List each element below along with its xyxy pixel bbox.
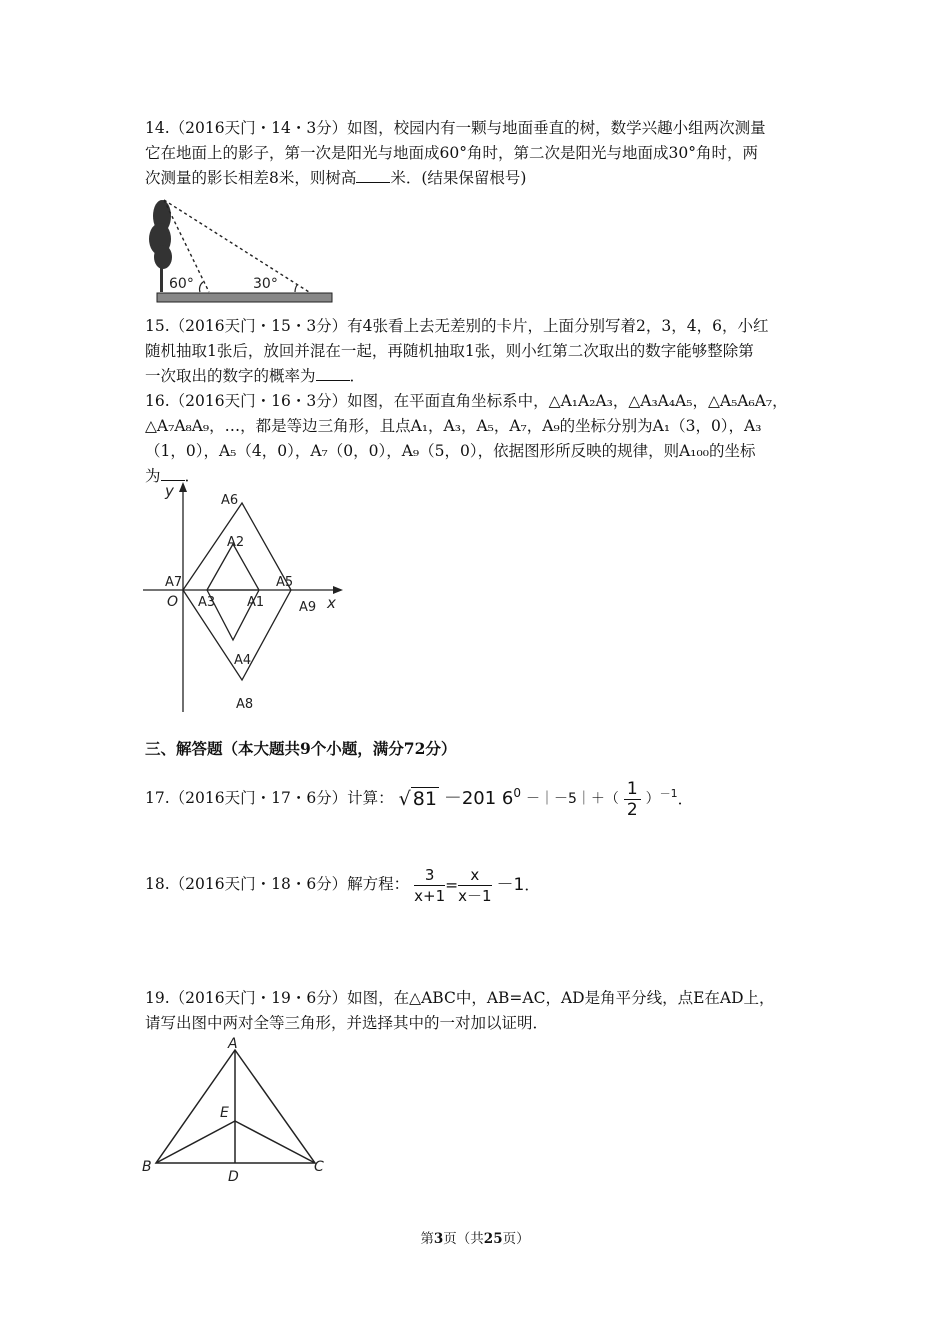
q15-line-3-text: 一次取出的数字的概率为 [145,367,316,385]
zero-exponent: 0 [513,786,522,800]
coordinate-triangles-figure [143,480,348,715]
section-heading: 三、解答题（本大题共9个小题，满分72分） [145,739,457,758]
point-a5b-label: A5 [276,575,294,590]
q18-line [145,862,540,907]
inner-rhombus [207,544,259,640]
q15-line-2: 随机抽取1张后，放回并混在一起，再随机抽取1张，则小红第二次取出的数字能够整除第 [145,342,754,360]
q18-prefix: 18.（2016天门・18・6分）解方程： [145,875,410,893]
lhs-denominator: x+1 [414,886,446,905]
q17-prefix: 17.（2016天门・17・6分）计算： [145,789,394,808]
answer-blank [316,366,350,381]
q16-line-4-end: ． [184,467,201,485]
q18-end: ． [524,876,540,894]
angle-arc-30 [295,285,297,292]
tree-shadow-figure [145,194,340,306]
total-pages: 25 [483,1231,503,1247]
angle-label-30: 30° [253,276,278,292]
q14-line-3-text: 次测量的影长相差8米，则树高 [145,169,357,187]
q16-line-4-text: 为 [145,467,161,485]
vertex-b-label: B [142,1159,152,1175]
segment-be [156,1121,235,1163]
lhs-fraction [414,865,445,906]
year-term: －201 6 [443,788,514,810]
q14-line-3-end: 米．(结果保留根号) [390,169,527,187]
vertex-e-label: E [220,1105,229,1121]
abs-term: －｜－5｜＋（ [525,791,619,808]
x-axis-label: x [327,594,336,612]
minus-one: －1 [496,875,525,895]
lhs-numerator: 3 [414,865,445,886]
x-axis-arrow [333,586,343,594]
q16-line-2: △A₇A₈A₉，…，都是等边三角形，且点A₁，A₃，A₅，A₇，A₉的坐标分别为A₁（3，0），A₃ [145,417,762,435]
point-a1-label: A1 [247,595,265,610]
point-a4-label: A4 [234,653,252,668]
rhs-denominator: x－1 [458,886,492,905]
vertex-a-label: A [228,1036,238,1052]
rhs-fraction [458,865,491,906]
neg-one-exponent: －1 [659,787,678,800]
q14-line-2: 它在地面上的影子，第一次是阳光与地面成60°角时，第二次是阳光与地面成30°角时，两 [145,144,758,162]
point-a8-label: A8 [236,697,254,712]
q14-line-1: 14.（2016天门・14・3分）如图，校园内有一颗与地面垂直的树，数学兴趣小组两次测量 [145,119,766,137]
page-footer [0,1227,950,1247]
q14-line-3 [145,166,526,190]
q16-line-1: 16.（2016天门・16・3分）如图，在平面直角坐标系中，△A₁A₂A₃，△A₃A₄A₅，△A₅A₆A₇， [145,392,788,410]
q19-line-2: 请写出图中两对全等三角形，并选择其中的一对加以证明． [145,1014,549,1032]
q16-line-3: （1，0），A₅（4，0），A₇（0，0），A₉（5，0），依据图形所反映的规律，则A₁₀₀的坐标 [145,442,756,460]
point-a7-label: A7 [165,575,183,590]
half-denominator: 2 [626,799,638,820]
y-axis-label: y [165,482,174,500]
answer-blank [161,466,185,481]
close-paren: ） [645,791,660,808]
angle-arc-60 [200,282,203,292]
q17-end: ． [677,790,694,809]
half-numerator: 1 [624,779,641,800]
half-fraction [624,779,641,820]
vertex-d-label: D [228,1169,239,1185]
q19-line-1: 19.（2016天门・19・6分）如图，在△ABC中，AB=AC，AD是角平分线，点E在AD上， [145,989,775,1007]
equals-sign: = [445,876,459,894]
footer-mid: 页（共 [443,1231,484,1247]
q15-line-3-end: ． [349,367,366,385]
sqrt-expression: √ 81 [398,788,437,811]
segment-ce [235,1121,315,1163]
y-axis-arrow [179,482,187,492]
sqrt-radicand: 81 [412,788,437,811]
q15-line-3 [145,364,365,388]
footer-pre: 第 [420,1231,434,1247]
ground-bar [157,293,332,302]
footer-post: 页） [502,1231,530,1247]
point-a2-label: A2 [227,535,245,550]
q15-line-1: 15.（2016天门・15・3分）有4张看上去无差别的卡片，上面分别写着2，3，4，6，小红 [145,317,769,335]
origin-label: O [167,594,179,610]
rhs-numerator: x [458,865,491,886]
point-a9-label: A9 [299,600,317,615]
point-a5-label: A6 [221,493,239,508]
q17-line [145,775,693,820]
point-a3-label: A3 [198,595,216,610]
angle-label-60: 60° [169,276,194,292]
page-number: 3 [433,1231,444,1247]
vertex-c-label: C [314,1159,324,1175]
answer-blank [356,168,390,183]
triangle-abc-figure [138,1035,333,1185]
